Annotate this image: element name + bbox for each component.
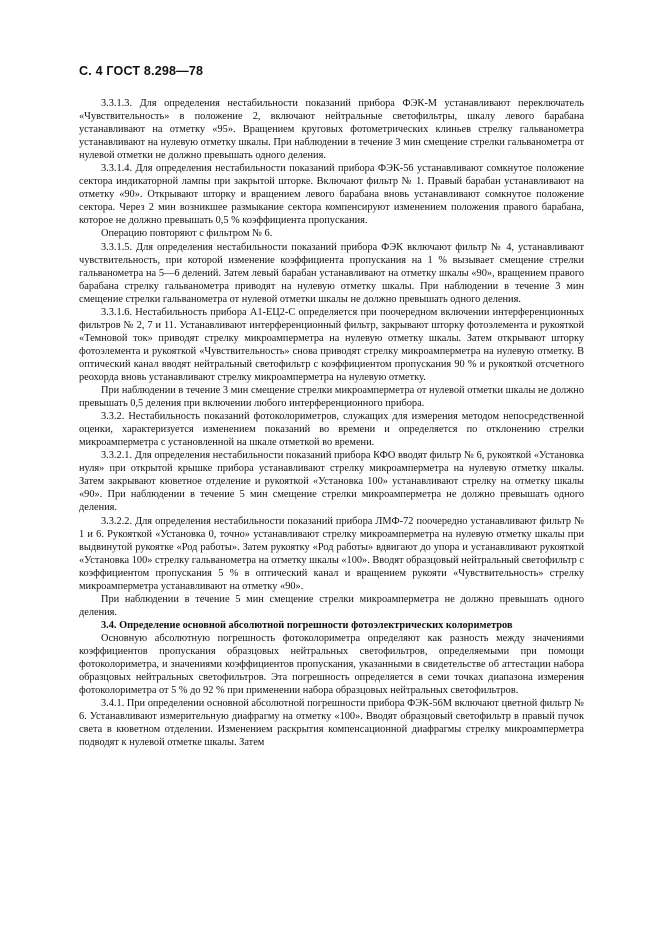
section-heading-3-4: 3.4. Определение основной абсолютной погрешности фотоэлектрических колориметров bbox=[101, 619, 513, 631]
paragraph-3-3-1-3: 3.3.1.3. Для определения нестабильности показаний прибора ФЭК-М устанавливают переключатель «Чувствительность» в положение 2, включают нейтральные светофильтры, шкалу левого барабана устанавливают на отметку «95». Вращением круговых фотометрических клиньев стрелку гальванометра устанавливают на нулевую отметку шкалы. При наблюдении в течение 3 мин смещение стрелки гальванометра от нулевой отметки не должно превышать одного деления. bbox=[79, 98, 584, 162]
paragraph-3-3-1-6: 3.3.1.6. Нестабильность прибора А1-ЕЦ2-С определяется при поочередном включении интерференционных фильтров № 2, 7 и 11. Устанавливают интерференционный фильтр, закрывают шторку фотоэлемента и рукояткой «Темновой ток» приводят стрелку микроамперметра на нулевую отметку шкалы. Затем открывают шторку фотоэлемента и рукояткой «Чувствительность» снова приводят стрелку микроамперметра на нулевую отметку. В оптический канал вводят нейтральный светофильтр с коэффициентом пропускания 90 % и рукояткой отсчетного реохорда вновь устанавливают стрелку микроамперметра на нулевую отметку. bbox=[79, 306, 584, 383]
paragraph-observation-5-min: При наблюдении в течение 5 мин смещение стрелки микроамперметра не должно превышать одного деления. bbox=[79, 593, 584, 618]
document-body bbox=[79, 97, 584, 749]
paragraph-observation-3-min: При наблюдении в течение 3 мин смещение стрелки микроамперметра от нулевой отметки шкалы не должно превышать 0,5 деления при включении любого интерференционного прибора. bbox=[79, 385, 584, 410]
paragraph-basic-error: Основную абсолютную погрешность фотоколориметра определяют как разность между значениями коэффициентов пропускания образцовых нейтральных светофильтров, определяемыми при помощи фотоколориметра, и значениями коэффициентов пропускания, указанными в свидетельстве об аттестации набора образцовых нейтральных светофильтров. Эта погрешность определяется в семи точках диапазона измерения фотоколориметра от 5 % до 92 % при применении набора образцовых нейтральных светофильтров. bbox=[79, 632, 584, 697]
paragraph-repeat-filter-6: Операцию повторяют с фильтром № 6. bbox=[101, 228, 273, 240]
paragraph-3-3-2-2: 3.3.2.2. Для определения нестабильности показаний прибора ЛМФ-72 поочередно устанавливают фильтр № 1 и 6. Рукояткой «Установка 0, точно» устанавливают стрелку микроамперметра на нулевую отметку шкалы при выдвинутой рукоятке «Род работы». Затем рукоятку «Род работы» вдвигают до упора и устанавливают рукояткой «Установка 100» стрелку гальванометра на отметку шкалы «100». Вводят образцовый нейтральный светофильтр с коэффициентом пропускания 5 % в оптический канал и вращением рукояти «Чувствительность» стрелку микроамперметра устанавливают на отметку «90». bbox=[79, 515, 584, 592]
paragraph-3-3-2: 3.3.2. Нестабильность показаний фотоколориметров, служащих для измерения методом непосредственной оценки, характеризуется изменением показаний во времени и определяется по отклонению стрелки микроамперметра с установленной на шкале отметкой во времени. bbox=[79, 411, 584, 449]
page-header: С. 4 ГОСТ 8.298—78 bbox=[79, 64, 204, 78]
paragraph-3-4-1: 3.4.1. При определении основной абсолютной погрешности прибора ФЭК-56М включают цветной фильтр № 6. Устанавливают измерительную диафрагму на отметку «100». Вводят образцовый светофильтр в правый пучок света в кюветном отделении. Изменением раскрытия компенсационной диафрагмы стрелку микроамперметра подводят к нулевой отметке шкалы. Затем bbox=[79, 698, 584, 749]
paragraph-3-3-2-1: 3.3.2.1. Для определения нестабильности показаний прибора КФО вводят фильтр № 6, рукояткой «Установка нуля» при открытой крышке прибора устанавливают стрелку микроамперметра на нулевую отметку шкалы. Затем закрывают кюветное отделение и рукояткой «Установка 100» устанавливают стрелку на отметку шкалы «90». При наблюдении в течение 5 мин смещение стрелки микроамперметра не должно превышать одного деления. bbox=[79, 450, 584, 514]
paragraph-3-3-1-5: 3.3.1.5. Для определения нестабильности показаний прибора ФЭК включают фильтр № 4, устанавливают чувствительность, при которой изменение коэффициента пропускания на 1 % вызывает смещение стрелки гальванометра на 5—6 делений. Затем левый барабан устанавливают на отметку шкалы «90», вращением правого барабана стрелку гальванометра приводят на нулевую отметку шкалы. При наблюдении в течение 3 мин смещение стрелки гальванометра от нулевой отметки шкалы не должно превышать одного деления. bbox=[79, 241, 584, 305]
paragraph-3-3-1-4: 3.3.1.4. Для определения нестабильности показаний прибора ФЭК-56 устанавливают сомкнутое положение сектора индикаторной лампы при закрытой шторке. Включают фильтр № 1. Правый барабан устанавливают на отметку «90». Открывают шторку и вращением левого барабана вновь устанавливают сомкнутое положение сектора. Через 2 мин возникшее размыкание сектора компенсируют изменением положения правого барабана, которое не должно превышать 0,5 % коэффициента пропускания. bbox=[79, 163, 584, 227]
